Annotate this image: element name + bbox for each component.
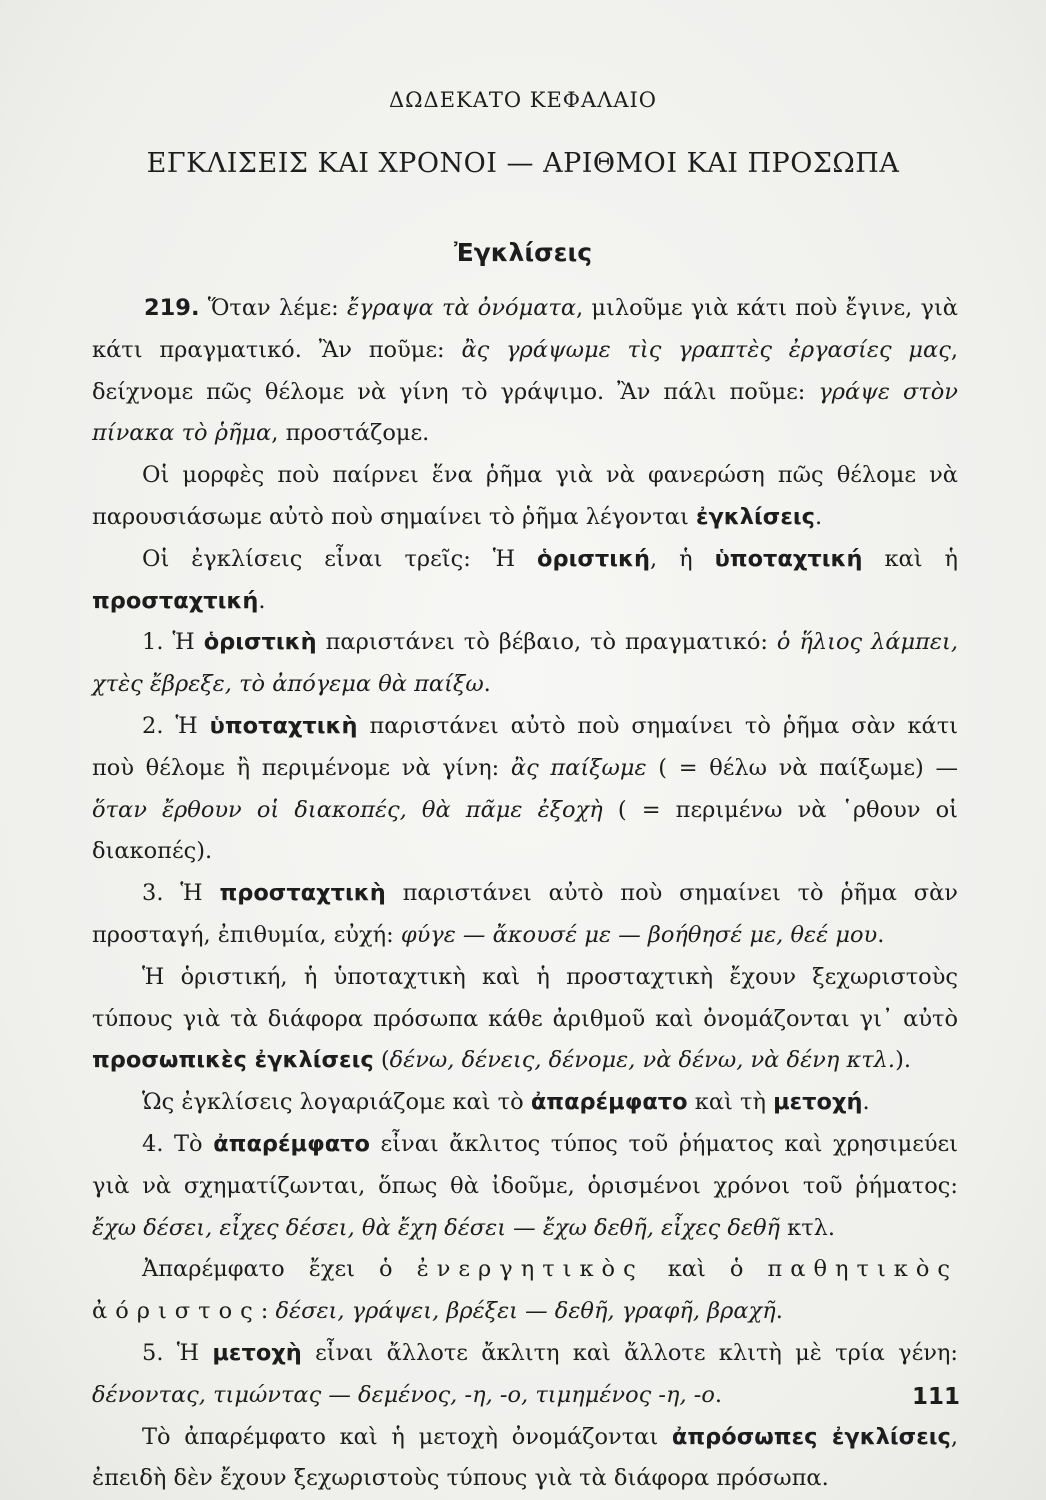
text: .	[483, 671, 491, 698]
text: ( = θέλω νὰ παίξωμε) —	[646, 754, 958, 781]
text: παριστάνει τὸ βέβαιο, τὸ πραγματικό:	[316, 629, 777, 656]
text: εἶναι ἄλλοτε ἄκλιτη καὶ ἄλλοτε κλιτὴ μὲ τρία γένη:	[301, 1339, 958, 1366]
term: ἀπαρέμφατο	[530, 1089, 688, 1116]
example-text: φύγε — ἄκουσέ με — βοήθησέ με, θεέ μου	[400, 921, 878, 948]
paragraph	[92, 1333, 958, 1417]
text: Οἱ μορφὲς ποὺ παίρνει ἕνα ῥῆμα γιὰ νὰ φανερώση πῶς θέλομε νὰ παρουσιάσωμε αὐτὸ ποὺ σημαίνει τὸ ῥῆμα λέγονται	[92, 462, 958, 530]
text: .	[862, 1089, 870, 1116]
spaced-term: ἐνεργητικὸς	[416, 1256, 644, 1283]
text: .	[714, 1381, 723, 1408]
text: εἶναι ἄκλιτος τύπος τοῦ ῥήματος καὶ χρησιμεύει γιὰ νὰ σχηματίζωνται, ὅπως θὰ ἰδοῦμε, ὁρισμένοι χρόνοι τοῦ ῥήματος:	[92, 1130, 959, 1199]
term: ἀπρόσωπες ἐγκλίσεις	[671, 1423, 951, 1450]
text: .	[877, 921, 885, 948]
text: , ἡ	[650, 545, 715, 572]
text: Ὅταν λέμε:	[199, 295, 347, 321]
term: ὁριστική	[537, 545, 651, 572]
paragraph-number: 219.	[144, 295, 200, 321]
chapter-title: ΕΓΚΛΙΣΕΙΣ ΚΑΙ ΧΡΟΝΟΙ — ΑΡΙΘΜΟΙ ΚΑΙ ΠΡΟΣΩΠΑ	[146, 148, 900, 179]
text: καὶ τὴ	[687, 1089, 774, 1116]
text: Τὸ ἀπαρέμφατο καὶ ἡ μετοχὴ ὀνομάζονται	[142, 1423, 672, 1450]
term: μετοχὴ	[212, 1339, 302, 1366]
text: Ἀπαρέμφατο ἔχει ὁ	[142, 1256, 417, 1283]
paragraph	[92, 873, 958, 957]
text: παριστάνει αὐτὸ ποὺ σημαίνει τὸ ῥῆμα σὰν κάτι ποὺ θέλομε ἢ περιμένομε νὰ γίνη:	[92, 712, 958, 781]
spaced-term: παθητικὸς ἀόριστος	[92, 1256, 958, 1325]
example-text: ἔχω δέσει, εἶχες δέσει, θὰ ἔχη δέσει — ἔχω δεθῆ, εἶχες δεθῆ	[92, 1214, 780, 1241]
text: Ὡς ἐγκλίσεις λογαριάζομε καὶ τὸ	[142, 1089, 531, 1116]
text: (	[373, 1047, 390, 1074]
paragraph	[92, 622, 958, 706]
text: , προστάζομε.	[271, 420, 430, 447]
text: Οἱ ἐγκλίσεις εἶναι τρεῖς: Ἡ	[142, 545, 538, 572]
paragraph	[92, 1417, 958, 1500]
paragraph	[92, 1124, 958, 1249]
text: 4. Τὸ	[142, 1130, 214, 1157]
paragraph-219	[92, 288, 958, 455]
term: ὁριστικὴ	[203, 629, 317, 656]
text: καὶ ὁ	[643, 1256, 768, 1283]
text: 3. Ἡ	[142, 880, 220, 907]
text: 2. Ἡ	[142, 712, 210, 739]
section-heading: Ἐγκλίσεις	[453, 238, 593, 267]
term: ὑποταχτική	[714, 545, 863, 572]
term: ἀπαρέμφατο	[213, 1130, 370, 1157]
paragraph	[92, 539, 958, 623]
text: , ἐπειδὴ δὲν ἔχουν ξεχωριστοὺς τύπους γιὰ τὰ διάφορα πρόσωπα.	[92, 1423, 958, 1492]
term: ἐγκλίσεις	[695, 503, 815, 530]
text: , δείχνομε πῶς θέλομε νὰ γίνη τὸ γράψιμο. Ἂν πάλι ποῦμε:	[92, 336, 959, 405]
text: παριστάνει αὐτὸ ποὺ σημαίνει τὸ ῥῆμα σὰν προσταγή, ἐπιθυμία, εὐχή:	[92, 880, 958, 948]
term: προσταχτική	[92, 587, 259, 614]
example-text: ἂς γράψωμε τὶς γραπτὲς ἐργασίες μας	[461, 336, 951, 363]
paragraph	[92, 1249, 958, 1333]
example-text: ὁ ἥλιος λάμπει, χτὲς ἔβρεξε, τὸ ἀπόγεμα θὰ παίξω	[92, 629, 958, 698]
example-text: δένοντας, τιμώντας — δεμένος, -η, -ο, τιμημένος -η, -ο	[92, 1381, 715, 1408]
example-text: γράψε στὸν πίνακα τὸ ῥῆμα	[92, 378, 958, 447]
text: .	[814, 503, 823, 530]
text: Ἡ ὁριστική, ἡ ὑποταχτικὴ καὶ ἡ προσταχτικὴ ἔχουν ξεχωριστοὺς τύπους γιὰ τὰ διάφορα πρόσωπα κάθε ἀριθμοῦ καὶ ὀνομάζονται γι᾽ αὐτὸ	[92, 963, 958, 1032]
text: ( = περιμένω νὰ ῾ρθουν οἱ διακοπές).	[92, 796, 958, 865]
term: προσωπικὲς ἐγκλίσεις	[92, 1047, 374, 1074]
paragraph	[92, 455, 958, 539]
example-text: ἔγραψα τὰ ὀνόματα	[346, 295, 577, 321]
text: :	[260, 1298, 276, 1325]
example-text: δένω, δένεις, δένομε, νὰ δένω, νὰ δένη κτλ.	[389, 1047, 896, 1074]
text: .	[258, 587, 266, 614]
text: .	[775, 1298, 783, 1325]
term: προσταχτικὴ	[219, 880, 386, 907]
paragraph	[92, 957, 958, 1082]
example-text: ἂς παίξωμε	[510, 754, 647, 781]
body-text	[92, 288, 958, 1500]
text: καὶ ἡ	[862, 545, 958, 572]
page-number: 111	[911, 1384, 960, 1410]
text: ).	[895, 1047, 911, 1074]
term: ὑποταχτικὴ	[209, 712, 358, 739]
example-text: ὅταν ἔρθουν οἱ διακοπές, θὰ πᾶμε ἐξοχὴ	[92, 796, 603, 823]
chapter-heading: ΔΩΔΕΚΑΤΟ ΚΕΦΑΛΑΙΟ	[388, 88, 658, 112]
paragraph	[92, 706, 958, 873]
text: 5. Ἡ	[142, 1339, 213, 1366]
text: κτλ.	[780, 1214, 836, 1241]
text: 1. Ἡ	[142, 629, 204, 656]
term: μετοχή	[773, 1089, 863, 1116]
example-text: δέσει, γράψει, βρέξει — δεθῆ, γραφῆ, βραχῆ	[275, 1298, 776, 1325]
text: , μιλοῦμε γιὰ κάτι ποὺ ἔγινε, γιὰ κάτι πραγματικό. Ἂν ποῦμε:	[92, 295, 958, 363]
paragraph	[92, 1082, 958, 1124]
